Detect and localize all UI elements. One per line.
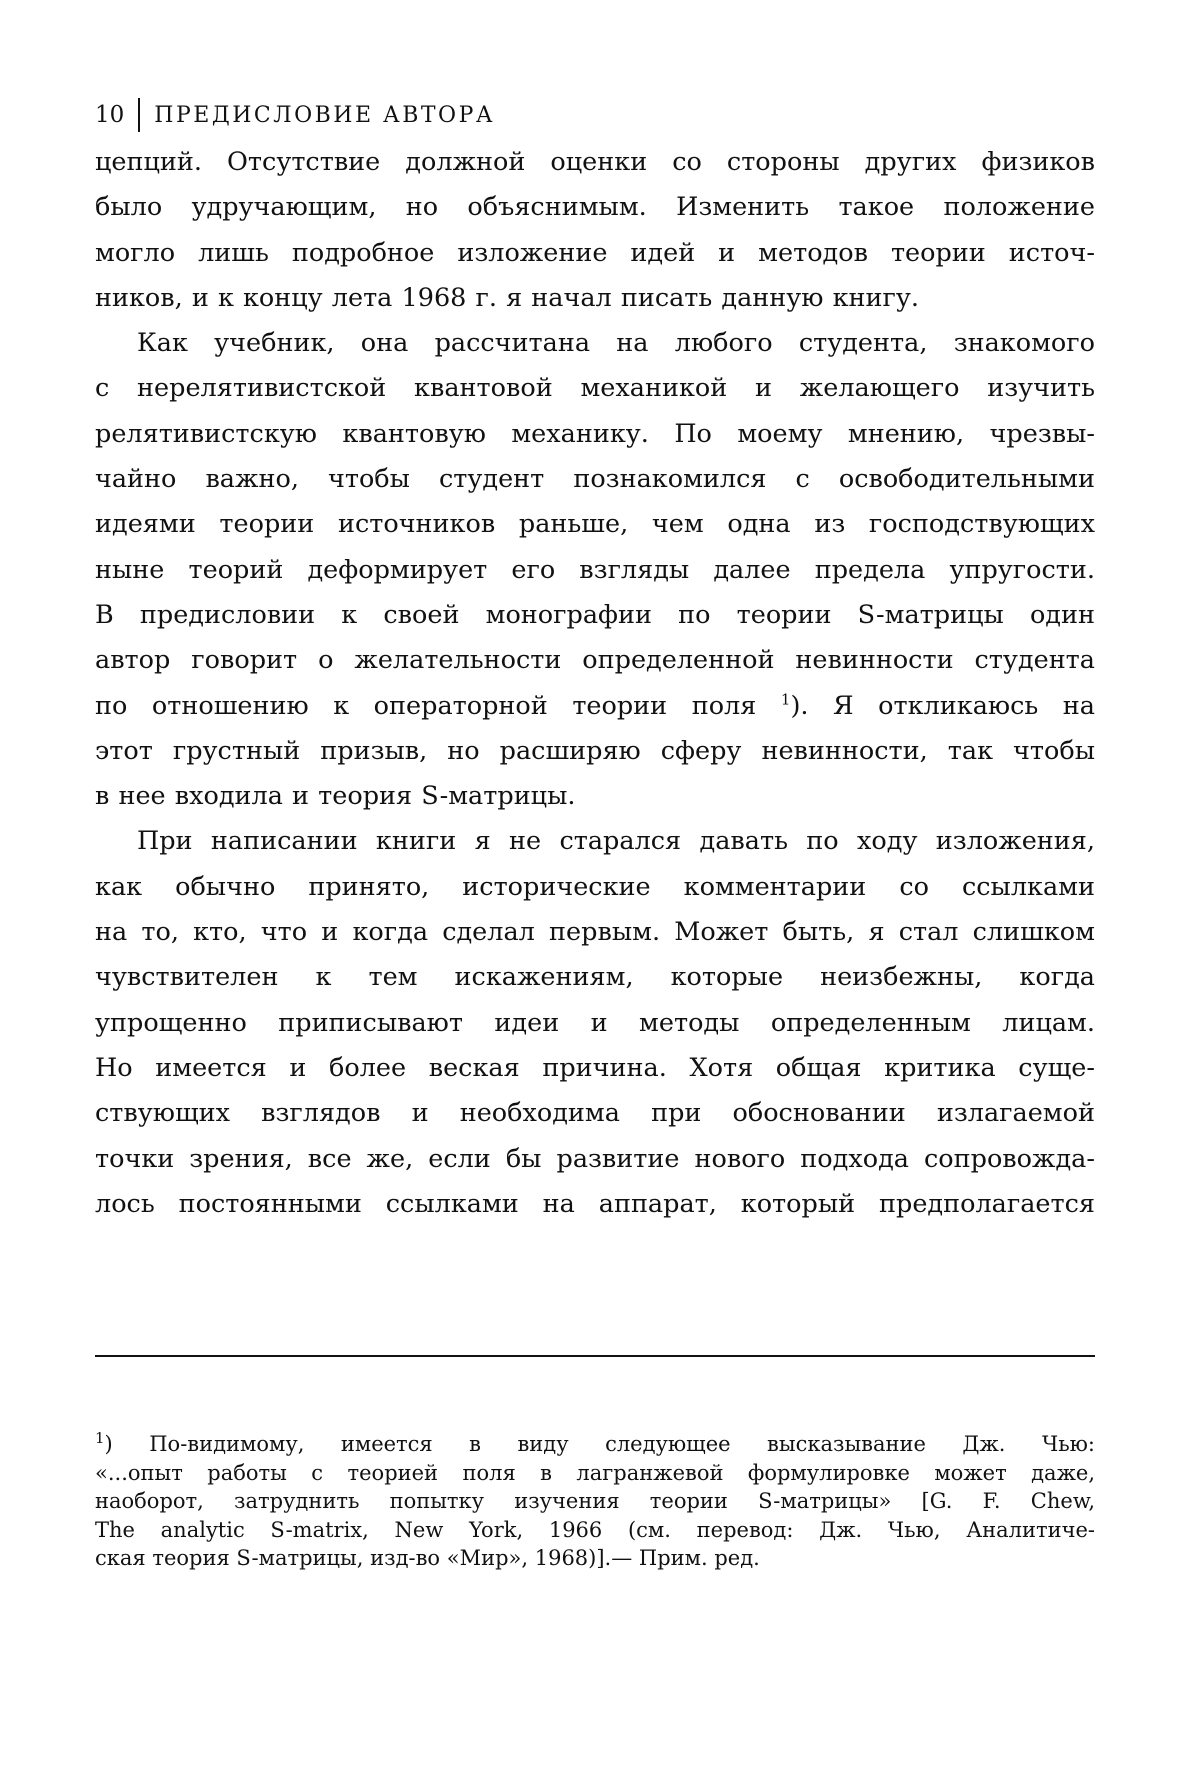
- text-line: лось постоянными ссылками на аппарат, который предполагается: [95, 1188, 1095, 1219]
- text-line: автор говорит о желательности определенной невинности студента: [95, 645, 1095, 676]
- footnote-line: наоборот, затруднить попытку изучения теории S-матрицы» [G. F. Chew,: [95, 1489, 1095, 1513]
- text-line: чувствителен к тем искажениям, которые неизбежны, когда: [95, 962, 1095, 993]
- footnote-text: ) По-видимому, имеется в виду следующее высказывание Дж. Чью:: [104, 1432, 1095, 1456]
- text-line: релятивистскую квантовую механику. По моему мнению, чрезвы-: [95, 418, 1095, 449]
- text-line: как обычно принято, исторические комментарии со ссылками: [95, 871, 1095, 902]
- text-line: было удручающим, но объяснимым. Изменить такое положение: [95, 192, 1095, 223]
- text-line: ников, и к концу лета 1968 г. я начал писать данную книгу.: [95, 282, 919, 313]
- running-header: [95, 98, 495, 132]
- text-segment: по отношению к операторной теории поля: [95, 690, 757, 721]
- text-line: идеями теории источников раньше, чем одна из господствующих: [95, 509, 1095, 540]
- header-divider: [138, 98, 140, 132]
- text-line: ныне теорий деформирует его взгляды далее предела упругости.: [95, 554, 1095, 585]
- main-text: [95, 140, 1095, 1227]
- text-line: могло лишь подробное изложение идей и методов теории источ-: [95, 237, 1095, 268]
- footnote-separator: [95, 1355, 1095, 1357]
- text-line: Но имеется и более веская причина. Хотя общая критика суще-: [95, 1052, 1095, 1083]
- page-number: 10: [95, 102, 125, 128]
- text-line: точки зрения, все же, если бы развитие нового подхода сопровожда-: [95, 1143, 1095, 1174]
- text-segment: ). Я откликаюсь на: [790, 690, 1096, 721]
- text-line: этот грустный призыв, но расширяю сферу невинности, так чтобы: [95, 735, 1095, 766]
- footnote-line: The analytic S-matrix, New York, 1966 (см. перевод: Дж. Чью, Аналитиче-: [95, 1517, 1095, 1542]
- text-line: В предисловии к своей монографии по теории S-матрицы один: [95, 599, 1095, 630]
- footnote-line: ская теория S-матрицы, изд-во «Мир», 1968)].— Прим. ред.: [95, 1546, 760, 1570]
- footnote: [95, 1430, 1095, 1573]
- text-line-with-footnote: [95, 684, 1095, 729]
- footnote-line: [95, 1430, 1095, 1459]
- running-title: ПРЕДИСЛОВИЕ АВТОРА: [154, 102, 496, 128]
- footnote-reference: 1: [780, 690, 791, 709]
- paragraph-start-line: При написании книги я не старался давать по ходу изложения,: [137, 826, 1095, 857]
- text-line: в нее входила и теория S-матрицы.: [95, 781, 576, 812]
- text-line: чайно важно, чтобы студент познакомился с освободительными: [95, 464, 1095, 495]
- text-line: с нерелятивистской квантовой механикой и желающего изучить: [95, 373, 1095, 404]
- text-line: ствующих взглядов и необходима при обосновании излагаемой: [95, 1098, 1095, 1129]
- text-line: на то, кто, что и когда сделал первым. Может быть, я стал слишком: [95, 917, 1095, 948]
- footnote-mark: 1: [95, 1429, 105, 1447]
- paragraph-start-line: Как учебник, она рассчитана на любого студента, знакомого: [137, 328, 1095, 359]
- text-line: упрощенно приписывают идеи и методы определенным лицам.: [95, 1007, 1095, 1038]
- footnote-line: «...опыт работы с теорией поля в лагранжевой формулировке может даже,: [95, 1460, 1095, 1485]
- text-line: цепций. Отсутствие должной оценки со стороны других физиков: [95, 147, 1095, 177]
